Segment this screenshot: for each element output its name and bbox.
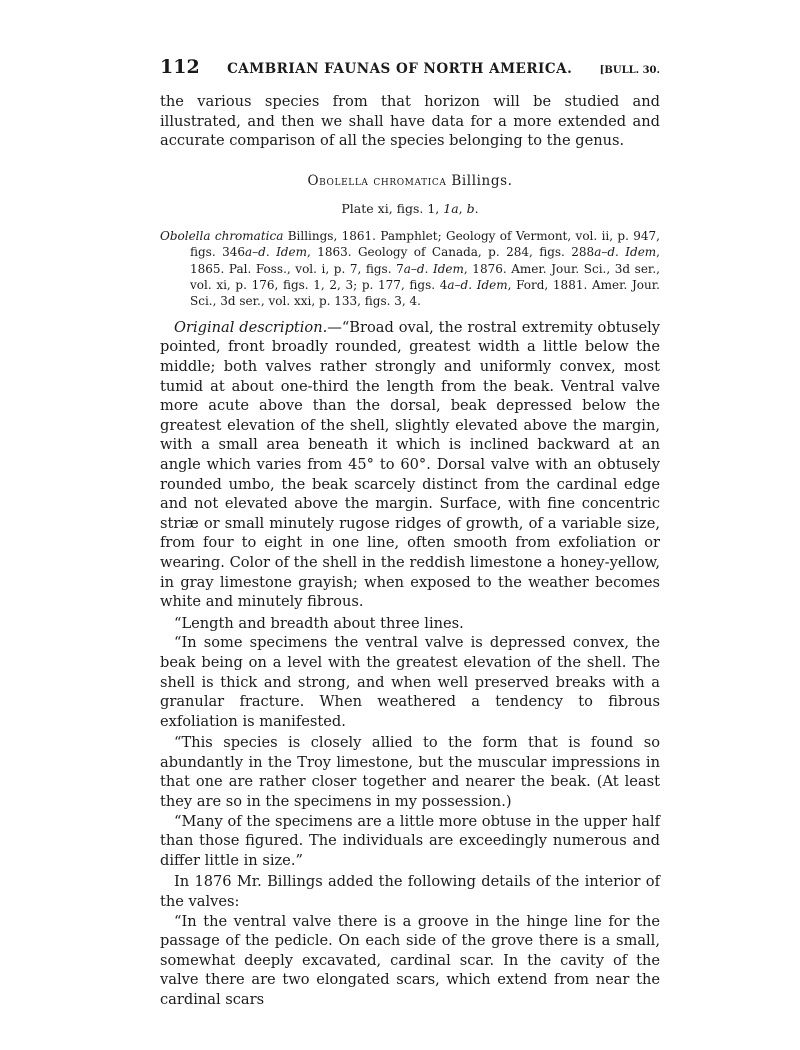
plate-end: . [474,200,479,216]
plate-prefix: Plate xi, figs. 1, [341,200,444,216]
synonymy-text: . [265,245,277,260]
synonymy-text: , Ford, 1881. Amer. Jour. Sci., 3d ser., vol. xxi, p. 133, figs. 3, 4. [190,278,660,309]
species-author: Billings. [451,172,513,189]
synonymy-text: . [468,278,477,292]
body-paragraph: “Length and breadth about three lines. [174,614,464,632]
synonymy-list [160,228,660,310]
page-number: 112 [160,56,200,78]
synonymy-fig: a–d [403,261,425,276]
synonymy-text: , 1865. Pal. Foss., vol. i, p. 7, figs. 7 [190,245,660,276]
body-paragraph: “In some specimens the ventral valve is depressed convex, the beak being on a level with the greatest elevation of the shell. The shell is thick and strong, and when well preserved breaks with a granular fracture. When weathered a tendency to fibrous exfoliation is manifested. [160,634,660,730]
synonymy-text: . [424,261,433,276]
bulletin-reference: [BULL. 30. [599,65,660,76]
body-paragraph: “In the ventral valve there is a groove in the hinge line for the passage of the pedicle. On each side of the grove there is a small, somewhat deeply excavated, cardinal scar. In the cavity of the valve there are two elongated scars, which extend from near the cardinal scars [160,912,660,1008]
synonymy-text: , 1876. Amer. Jour. Sci., 3d ser., vol. xi, p. 176, figs. 1, 2, 3; p. 177, figs. 4 [190,261,660,292]
synonymy-fig: a–d [594,245,616,260]
document-page [160,56,660,1010]
body-paragraph: In 1876 Mr. Billings added the following details of the interior of the valves: [160,873,660,911]
running-header [160,56,660,86]
original-description-text: —“Broad oval, the rostral extremity obtusely pointed, front broadly rounded, greatest width a little below the middle; both valves rather strongly and uniformly convex, most tumid at about one-third the length from the beak. Ventral valve more acute above than the dorsal, beak depressed below the greatest elevation of the shell, slightly elevated above the margin, with a small area beneath it which is inclined backward at an angle which varies from 45° to 60°. Dorsal valve with an obtusely rounded umbo, the beak scarcely distinct from the cardinal edge and not elevated above the margin. Surface, with fine concentric striæ or small minutely rugose ridges of growth, of a variable size, from four to eight in one line, often smooth from exfoliation or wearing. Color of the shell in the reddish limestone a honey-yellow, in gray limestone grayish; when exposed to the weather becomes white and minutely fibrous. [160,318,660,611]
synonymy-text: , 1863. Geology of Canada, p. 284, figs. 288 [306,245,595,260]
synonymy-idem: Idem [476,278,508,292]
running-title: CAMBRIAN FAUNAS OF NORTH AMERICA. [227,61,573,77]
intro-paragraph: the various species from that horizon will be studied and illustrated, and then we shall have data for a more extended and accurate comparison of all the species belonging to the genus. [160,93,660,150]
plate-reference [160,201,660,216]
plate-fig-a: 1a [443,200,459,216]
species-heading [160,173,660,189]
synonymy-name: Obolella chromatica [160,228,284,243]
original-description [160,318,660,612]
synonymy-text: . [615,245,626,260]
species-name: Obolella chromatica [307,172,447,189]
synonymy-fig: a–d [244,245,266,260]
synonymy-idem: Idem [276,245,307,260]
synonymy-idem: Idem [625,245,657,260]
plate-sep: , [458,200,467,216]
synonymy-text: Billings, 1861. Pamphlet; Geology of Vermont, vol. ii, p. 947, figs. 346 [190,228,660,260]
body-paragraph: “Many of the specimens are a little more obtuse in the upper half than those figured. The individuals are exceedingly numerous and differ little in size.” [160,812,660,869]
synonymy-fig: a–d [447,278,469,292]
plate-fig-b: b [466,200,475,216]
synonymy-idem: Idem [433,261,464,276]
original-description-label: Original description. [174,318,328,336]
body-paragraph: “This species is closely allied to the form that is found so abundantly in the Troy limestone, but the muscular impressions in that one are rather closer together and nearer the beak. (At least they are so in the specimens in my possession.) [160,734,660,811]
